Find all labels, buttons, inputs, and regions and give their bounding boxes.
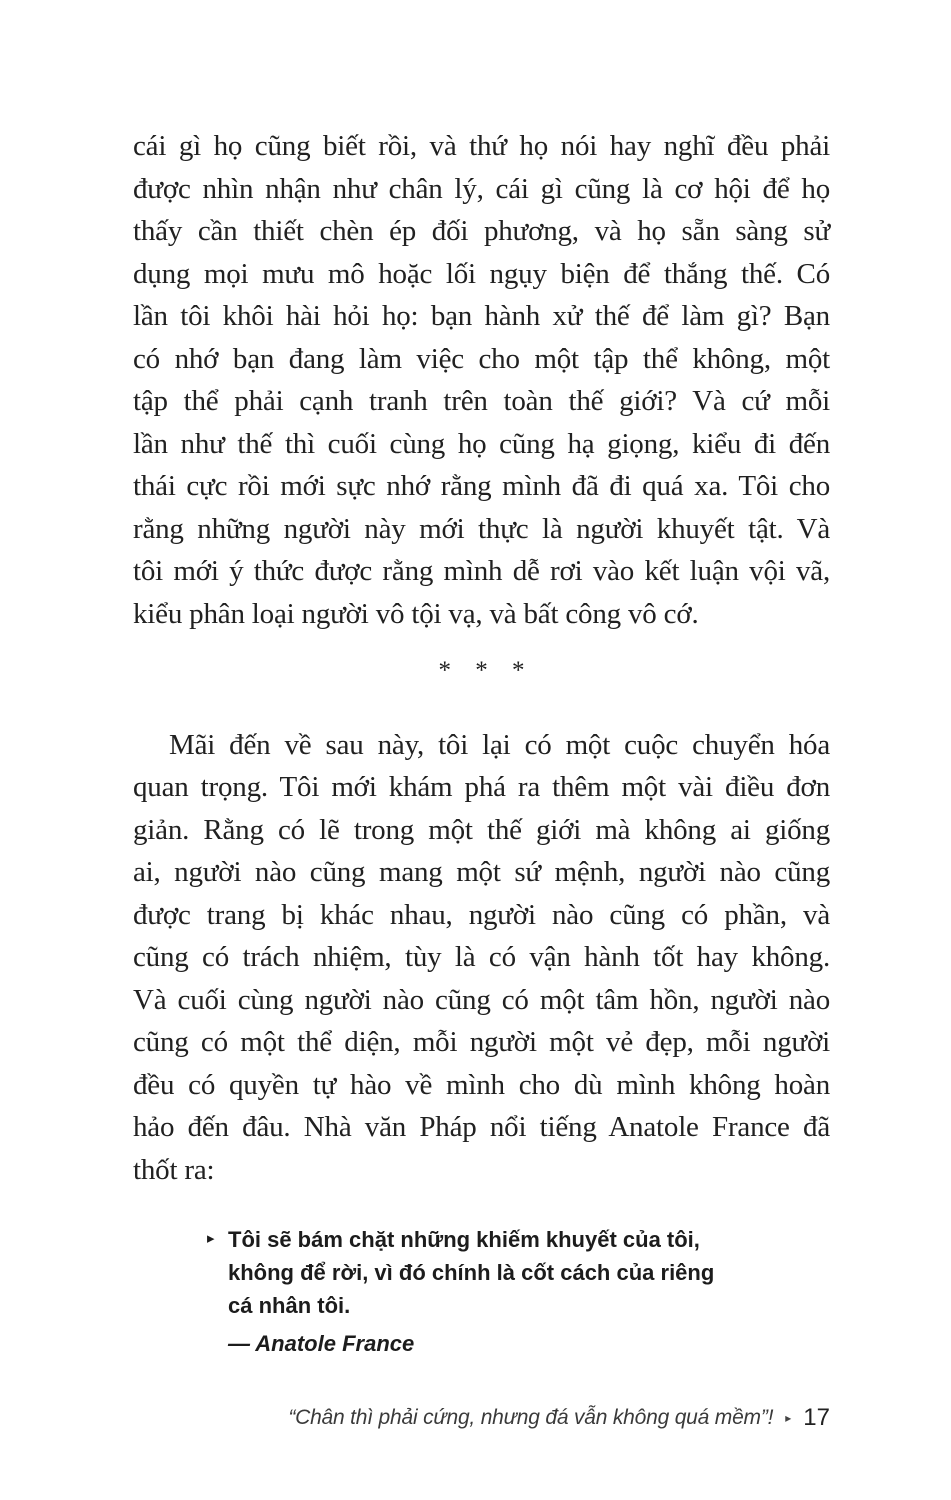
text-line: cái gì họ cũng biết rồi, và thứ họ nói hay nghĩ đều phải: [133, 130, 830, 162]
text-line: lần như thế thì cuối cùng họ cũng hạ giọng, kiểu đi đến: [133, 427, 830, 460]
text-line: thốt ra:: [133, 1153, 215, 1186]
text-line: hảo đến đâu. Nhà văn Pháp nổi tiếng Anatole France đã: [133, 1111, 830, 1143]
text-line: tập thể phải cạnh tranh trên toàn thế giới? Và cứ mỗi: [133, 385, 830, 417]
running-title: “Chân thì phải cứng, nhưng đá vẫn không quá mềm”!: [288, 1406, 774, 1429]
page-footer: [133, 1404, 830, 1432]
text-line: rằng những người này mới thực là người khuyết tật. Và: [133, 512, 830, 545]
text-line: quan trọng. Tôi mới khám phá ra thêm một vài điều đơn: [133, 771, 830, 803]
text-line: cũng có trách nhiệm, tùy là có vận hành tốt hay không.: [133, 941, 830, 973]
triangle-bullet-icon: ▸: [207, 1230, 215, 1247]
text-line: cũng có một thể diện, mỗi người một vẻ đẹp, mỗi người: [133, 1026, 830, 1058]
text-line: tôi mới ý thức được rằng mình dễ rơi vào kết luận vội vã,: [133, 555, 830, 587]
text-line: được trang bị khác nhau, người nào cũng có phần, và: [133, 898, 830, 931]
quote-line: Tôi sẽ bám chặt những khiếm khuyết của tôi,: [228, 1227, 700, 1252]
text-line: thái cực rồi mới sực nhớ rằng mình đã đi quá xa. Tôi cho: [133, 470, 830, 502]
paragraph-1: [133, 125, 830, 635]
text-line: Mãi đến về sau này, tôi lại có một cuộc chuyển hóa: [169, 728, 830, 761]
triangle-bullet-icon: ▸: [785, 1411, 792, 1425]
page-number: 17: [803, 1404, 830, 1431]
text-line: giản. Rằng có lẽ trong một thế giới mà không ai giống: [133, 813, 830, 846]
text-line: kiểu phân loại người vô tội vạ, và bất công vô cớ.: [133, 597, 699, 630]
text-line: có nhớ bạn đang làm việc cho một tập thể không, một: [133, 342, 830, 375]
asterisk-separator: * * *: [438, 657, 534, 684]
pull-quote: [133, 1223, 830, 1360]
text-line: được nhìn nhận như chân lý, cái gì cũng là cơ hội để họ: [133, 172, 830, 205]
text-line: ai, người nào cũng mang một sứ mệnh, người nào cũng: [133, 856, 830, 888]
text-line: đều có quyền tự hào về mình cho dù mình không hoàn: [133, 1068, 830, 1101]
quote-line: không để rời, vì đó chính là cốt cách của riêng: [228, 1260, 715, 1285]
text-line: dụng mọi mưu mô hoặc lối ngụy biện để thắng thế. Có: [133, 257, 830, 290]
text-line: thấy cần thiết chèn ép đối phương, và họ sẵn sàng sử: [133, 215, 830, 247]
paragraph-2: [133, 724, 830, 1192]
quote-line: cá nhân tôi.: [228, 1293, 351, 1318]
quote-attribution: — Anatole France: [228, 1331, 415, 1356]
text-line: Và cuối cùng người nào cũng có một tâm hồn, người nào: [133, 983, 830, 1016]
text-line: lần tôi khôi hài hỏi họ: bạn hành xử thế để làm gì? Bạn: [133, 300, 830, 332]
